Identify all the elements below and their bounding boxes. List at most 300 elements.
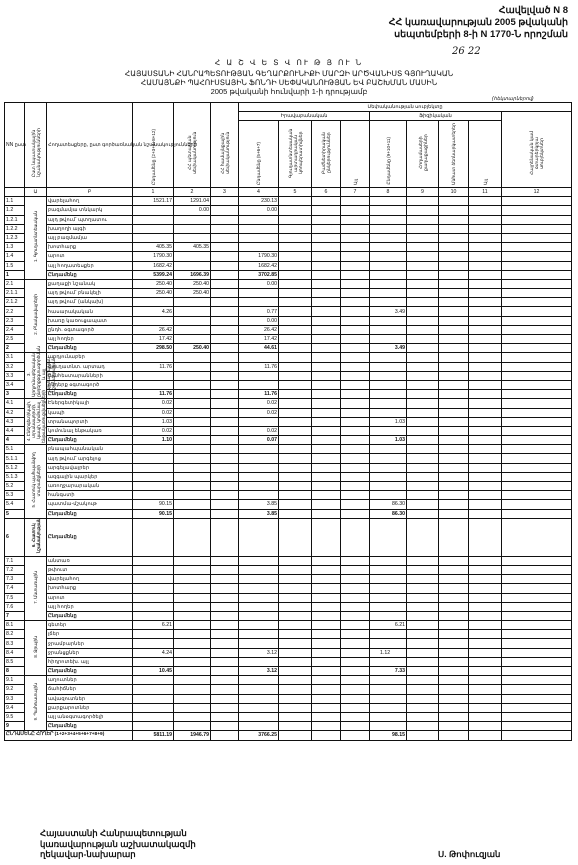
- cell-empty: [341, 657, 370, 666]
- cell-empty: [341, 307, 370, 316]
- cell-empty: [341, 556, 370, 565]
- col-entrepreneurs: Անհատ ձեռնարկատերեր: [439, 121, 469, 188]
- col-num: 4: [239, 188, 279, 197]
- cell-empty: [312, 426, 341, 435]
- land-type: Ընդամենը: [47, 390, 133, 399]
- col-citizens: Հողամասերի քաղաքացիներ: [407, 121, 439, 188]
- cell-empty: [407, 630, 439, 639]
- cell-physical-total: 6.21: [370, 621, 407, 630]
- land-type: Էներգետիկայի: [47, 399, 133, 408]
- header-annex: [389, 5, 568, 41]
- cell-total: 250.40: [133, 279, 174, 288]
- header-line: Հավելված N 8: [498, 5, 568, 16]
- land-type: խոտհարք: [47, 584, 133, 593]
- cell-empty: [439, 630, 469, 639]
- cell-empty: [407, 197, 439, 206]
- col-num: 2: [174, 188, 211, 197]
- cell-total: [133, 565, 174, 574]
- land-type: ջրամբարներ: [47, 639, 133, 648]
- cell-empty: [502, 307, 572, 316]
- cell-empty: [439, 261, 469, 270]
- cell-empty: [439, 289, 469, 298]
- cell-empty: [439, 316, 469, 325]
- cell-state: [174, 491, 211, 500]
- cell-empty: [407, 344, 439, 353]
- cell-total: [133, 371, 174, 380]
- section-label-text: 6. Հատուկ նշանակության: [30, 518, 41, 554]
- cell-physical-total: 3.49: [370, 307, 407, 316]
- cell-empty: [407, 500, 439, 509]
- land-type: խառը կառուցապատ: [47, 316, 133, 325]
- cell-total: 298.50: [133, 344, 174, 353]
- cell-empty: [439, 694, 469, 703]
- cell-empty: [279, 316, 312, 325]
- cell-total: [133, 206, 174, 215]
- cell-empty: [341, 611, 370, 620]
- table-row: [5, 556, 572, 565]
- cell-empty: [279, 298, 312, 307]
- cell-empty: [279, 518, 312, 556]
- cell-total: 0.02: [133, 399, 174, 408]
- cell-total: [133, 445, 174, 454]
- header-line: սեպտեմբերի 8-ի N 1770-Ն որոշման: [394, 29, 568, 40]
- cell-empty: [407, 279, 439, 288]
- cell-empty: [469, 399, 502, 408]
- cell-state: [174, 657, 211, 666]
- cell-total: 1.03: [133, 417, 174, 426]
- report-subtitle-2: ՀԱՄԱՅՆՔԻ ՊԱՀՈՒՍՏԱՅԻՆ ՖՈՆԴԻ ՍԵՓԱԿԱՆՈՒԹՅԱՆ ԵՎ ԲԱՇԽՄԱՆ ՄԱՍԻՆ: [140, 78, 438, 87]
- cell-legal-total: [239, 575, 279, 584]
- cell-legal-total: 3.85: [239, 500, 279, 509]
- cell-legal-total: [239, 491, 279, 500]
- cell-legal-total: 3.85: [239, 509, 279, 518]
- table-row: [5, 500, 572, 509]
- cell-physical-total: [370, 390, 407, 399]
- col-num: [5, 188, 25, 197]
- row-number: 1.3: [5, 243, 25, 252]
- cell-empty: [502, 353, 572, 362]
- cell-physical-total: [370, 261, 407, 270]
- row-number: 6: [5, 518, 25, 556]
- cell-empty: [407, 556, 439, 565]
- table-row: [5, 289, 572, 298]
- cell-empty: [502, 390, 572, 399]
- col-state: ՀՀ պետական սեփականություն: [174, 103, 211, 188]
- table-row: [5, 316, 572, 325]
- land-type: տրանսպորտի: [47, 417, 133, 426]
- cell-empty: [469, 611, 502, 620]
- cell-total: 4.26: [133, 307, 174, 316]
- cell-empty: [341, 509, 370, 518]
- cell-empty: [407, 685, 439, 694]
- cell-empty: [469, 491, 502, 500]
- col-num: Բ: [47, 188, 133, 197]
- cell-empty: [407, 491, 439, 500]
- cell-empty: [502, 417, 572, 426]
- cell-total: 90.15: [133, 500, 174, 509]
- land-type: այլ անօգտագործելի: [47, 712, 133, 721]
- cell-empty: [312, 215, 341, 224]
- cell-physical-total: [370, 243, 407, 252]
- section-label: [25, 556, 47, 620]
- cell-empty: [469, 335, 502, 344]
- cell-empty: [279, 472, 312, 481]
- cell-empty: [469, 233, 502, 242]
- cell-empty: [469, 621, 502, 630]
- cell-empty: [407, 233, 439, 242]
- cell-empty: [312, 722, 341, 731]
- table-row: [5, 380, 572, 389]
- cell-empty: [341, 426, 370, 435]
- cell-community: [211, 648, 239, 657]
- cell-empty: [469, 445, 502, 454]
- cell-empty: [312, 270, 341, 279]
- cell-total: 10.45: [133, 667, 174, 676]
- table-row: [5, 390, 572, 399]
- cell-legal-total: [239, 657, 279, 666]
- cell-physical-total: [370, 676, 407, 685]
- cell-physical-total: 1.03: [370, 417, 407, 426]
- cell-empty: [279, 657, 312, 666]
- table-row: [5, 215, 572, 224]
- cell-legal-total: 3702.85: [239, 270, 279, 279]
- cell-empty: [407, 289, 439, 298]
- cell-total: [133, 298, 174, 307]
- cell-empty: [502, 712, 572, 721]
- cell-total: [133, 454, 174, 463]
- cell-empty: [407, 325, 439, 334]
- cell-empty: [341, 676, 370, 685]
- cell-empty: [407, 575, 439, 584]
- cell-legal-total: [239, 289, 279, 298]
- cell-state: [174, 593, 211, 602]
- cell-empty: [312, 233, 341, 242]
- cell-physical-total: [370, 685, 407, 694]
- cell-empty: [279, 593, 312, 602]
- cell-community: [211, 500, 239, 509]
- table-row: [5, 298, 572, 307]
- cell-empty: [279, 197, 312, 206]
- cell-empty: [469, 197, 502, 206]
- land-type: աղուտներ: [47, 676, 133, 685]
- report-date: 2005 թվականի հունվարի 1-ի դրությամբ: [210, 87, 368, 96]
- cell-physical-total: [370, 362, 407, 371]
- land-type: հանգստի: [47, 491, 133, 500]
- cell-legal-total: [239, 371, 279, 380]
- cell-empty: [439, 712, 469, 721]
- cell-legal-total: 1790.30: [239, 252, 279, 261]
- cell-empty: [279, 491, 312, 500]
- row-number: 1.2.2: [5, 224, 25, 233]
- cell-empty: [312, 362, 341, 371]
- cell-empty: [312, 390, 341, 399]
- cell-empty: [407, 482, 439, 491]
- cell-empty: [502, 380, 572, 389]
- row-number: 1.5: [5, 261, 25, 270]
- cell-empty: [407, 252, 439, 261]
- cell-empty: [407, 316, 439, 325]
- row-number: 8.2: [5, 630, 25, 639]
- cell-empty: [312, 584, 341, 593]
- footer-line: Հայաստանի Հանրապետության: [40, 828, 187, 838]
- cell-empty: [279, 565, 312, 574]
- cell-physical-total: [370, 426, 407, 435]
- cell-empty: [439, 593, 469, 602]
- cell-empty: [469, 482, 502, 491]
- cell-empty: [312, 509, 341, 518]
- cell-empty: [439, 197, 469, 206]
- footer-position: [40, 828, 196, 860]
- col-nn: NN ըստ: [5, 103, 25, 188]
- cell-empty: [341, 316, 370, 325]
- col-joint-stock: Բաժնետիրական ընկերություններ: [312, 121, 341, 188]
- cell-state: [174, 371, 211, 380]
- cell-total: [133, 685, 174, 694]
- cell-empty: [279, 261, 312, 270]
- cell-empty: [407, 362, 439, 371]
- cell-empty: [502, 667, 572, 676]
- cell-empty: [312, 316, 341, 325]
- cell-community: [211, 676, 239, 685]
- cell-community: [211, 482, 239, 491]
- cell-legal-total: 1682.42: [239, 261, 279, 270]
- cell-empty: [469, 307, 502, 316]
- cell-total: 4.24: [133, 648, 174, 657]
- cell-empty: [312, 685, 341, 694]
- cell-total: [133, 611, 174, 620]
- row-number: 7: [5, 611, 25, 620]
- grand-total-row: [5, 731, 572, 740]
- row-number: 9.2: [5, 685, 25, 694]
- cell-community: [211, 316, 239, 325]
- row-number: 1.2.1: [5, 215, 25, 224]
- cell-empty: [469, 289, 502, 298]
- cell-empty: [502, 593, 572, 602]
- land-type: ջրանցքներ: [47, 648, 133, 657]
- cell-empty: [439, 565, 469, 574]
- cell-state: [174, 426, 211, 435]
- cell-total: [133, 215, 174, 224]
- cell-community: [211, 261, 239, 270]
- cell-empty: [439, 233, 469, 242]
- footer-signer: Ս. Թոփուզյան: [438, 849, 501, 859]
- cell-empty: [439, 491, 469, 500]
- cell-empty: [502, 500, 572, 509]
- col-physical-other: Այլ: [469, 121, 502, 188]
- cell-empty: [341, 380, 370, 389]
- cell-empty: [279, 445, 312, 454]
- cell-empty: [279, 289, 312, 298]
- cell-empty: [312, 593, 341, 602]
- cell-total: [133, 482, 174, 491]
- units-note: (հեկտարներով): [492, 96, 534, 102]
- cell-community: [211, 621, 239, 630]
- cell-empty: [439, 482, 469, 491]
- land-type: քարքարոտներ: [47, 703, 133, 712]
- land-type: պահեստարանների: [47, 371, 133, 380]
- section-label-text: 9. Պահուստային: [33, 683, 38, 721]
- cell-empty: [407, 298, 439, 307]
- cell-physical-total: [370, 233, 407, 242]
- cell-community: [211, 344, 239, 353]
- cell-empty: [502, 602, 572, 611]
- cell-total: 0.02: [133, 408, 174, 417]
- cell-legal-total: [239, 556, 279, 565]
- cell-empty: [407, 206, 439, 215]
- cell-empty: [279, 215, 312, 224]
- cell-legal-total: 0.00: [239, 279, 279, 288]
- cell-empty: [439, 344, 469, 353]
- cell-legal-total: 3.12: [239, 667, 279, 676]
- cell-empty: [439, 575, 469, 584]
- cell-state: 250.40: [174, 279, 211, 288]
- cell-empty: [502, 648, 572, 657]
- cell-empty: [279, 206, 312, 215]
- col-legal: Իրավաբանական: [239, 112, 370, 121]
- cell-total: [133, 639, 174, 648]
- cell-total: [133, 722, 174, 731]
- cell-physical-total: [370, 206, 407, 215]
- cell-legal-total: [239, 694, 279, 703]
- table-row: [5, 509, 572, 518]
- table-row: [5, 694, 572, 703]
- row-number: 4.1: [5, 399, 25, 408]
- cell-legal-total: [239, 722, 279, 731]
- row-number: 8.3: [5, 639, 25, 648]
- cell-state: [174, 233, 211, 242]
- cell-empty: [407, 611, 439, 620]
- cell-empty: [469, 252, 502, 261]
- cell-legal-total: 3.12: [239, 648, 279, 657]
- section-label: [25, 676, 47, 731]
- row-number: 8: [5, 667, 25, 676]
- cell-physical-total: [370, 335, 407, 344]
- cell-empty: [469, 685, 502, 694]
- cell-empty: [341, 667, 370, 676]
- cell-community: [211, 722, 239, 731]
- cell-physical-total: [370, 602, 407, 611]
- cell-empty: [312, 518, 341, 556]
- row-number: 7.2: [5, 565, 25, 574]
- cell-state: 405.35: [174, 243, 211, 252]
- cell-empty: [502, 621, 572, 630]
- cell-state: [174, 584, 211, 593]
- land-type: գետեր: [47, 621, 133, 630]
- cell-state: 1696.39: [174, 270, 211, 279]
- cell-community: [211, 472, 239, 481]
- cell-empty: [279, 509, 312, 518]
- cell-legal-total: [239, 353, 279, 362]
- land-type: վարելահող: [47, 197, 133, 206]
- cell-community: [211, 353, 239, 362]
- cell-empty: [502, 509, 572, 518]
- cell-empty: [502, 270, 572, 279]
- footer-line: կառավարության աշխատակազմի: [40, 838, 196, 849]
- cell-empty: [502, 215, 572, 224]
- cell-empty: [312, 703, 341, 712]
- land-type: այդ թվում՝ բնակելի: [47, 289, 133, 298]
- cell-total: [133, 593, 174, 602]
- row-number: 8.4: [5, 648, 25, 657]
- cell-physical-total: [370, 298, 407, 307]
- cell-physical-total: [370, 556, 407, 565]
- cell-empty: [279, 371, 312, 380]
- cell-empty: [407, 371, 439, 380]
- cell-empty: [439, 509, 469, 518]
- cell-empty: [312, 371, 341, 380]
- cell-state: [174, 224, 211, 233]
- land-type: վարելահող: [47, 575, 133, 584]
- cell-state: [174, 667, 211, 676]
- cell-empty: [502, 261, 572, 270]
- cell-empty: [469, 500, 502, 509]
- cell-total: [133, 556, 174, 565]
- cell-empty: [502, 639, 572, 648]
- col-num: 1: [133, 188, 174, 197]
- row-number: 1.2: [5, 206, 25, 215]
- cell-empty: [341, 279, 370, 288]
- cell-empty: [279, 408, 312, 417]
- cell-empty: [469, 584, 502, 593]
- row-number: 4.2: [5, 408, 25, 417]
- land-type: արոտ: [47, 593, 133, 602]
- cell-empty: [407, 639, 439, 648]
- cell-empty: [312, 289, 341, 298]
- cell-state: [174, 316, 211, 325]
- cell-legal-total: 0.02: [239, 408, 279, 417]
- cell-empty: [341, 445, 370, 454]
- cell-empty: [502, 722, 572, 731]
- cell-empty: [469, 454, 502, 463]
- cell-state: [174, 399, 211, 408]
- table-row: [5, 703, 572, 712]
- cell-empty: [341, 731, 370, 740]
- cell-empty: [312, 436, 341, 445]
- cell-community: [211, 335, 239, 344]
- handwritten-note: 26 22: [452, 46, 481, 57]
- section-label-text: 2. Բնակավայրերի: [33, 294, 38, 335]
- row-number: 1: [5, 270, 25, 279]
- cell-physical-total: [370, 482, 407, 491]
- cell-community: [211, 611, 239, 620]
- cell-community: [211, 417, 239, 426]
- cell-physical-total: [370, 353, 407, 362]
- table-row: [5, 243, 572, 252]
- cell-state: [174, 261, 211, 270]
- table-row: [5, 722, 572, 731]
- cell-empty: [341, 630, 370, 639]
- cell-state: [174, 556, 211, 565]
- cell-state: [174, 509, 211, 518]
- table-row: [5, 463, 572, 472]
- cell-state: [174, 335, 211, 344]
- cell-physical-total: [370, 399, 407, 408]
- cell-empty: [341, 518, 370, 556]
- cell-community: [211, 593, 239, 602]
- cell-empty: [279, 648, 312, 657]
- cell-empty: [407, 261, 439, 270]
- cell-empty: [439, 703, 469, 712]
- cell-empty: [312, 197, 341, 206]
- cell-empty: [279, 722, 312, 731]
- cell-empty: [279, 621, 312, 630]
- cell-empty: [407, 399, 439, 408]
- cell-empty: [341, 390, 370, 399]
- cell-legal-total: [239, 298, 279, 307]
- cell-empty: [407, 509, 439, 518]
- cell-empty: [279, 279, 312, 288]
- cell-empty: [279, 362, 312, 371]
